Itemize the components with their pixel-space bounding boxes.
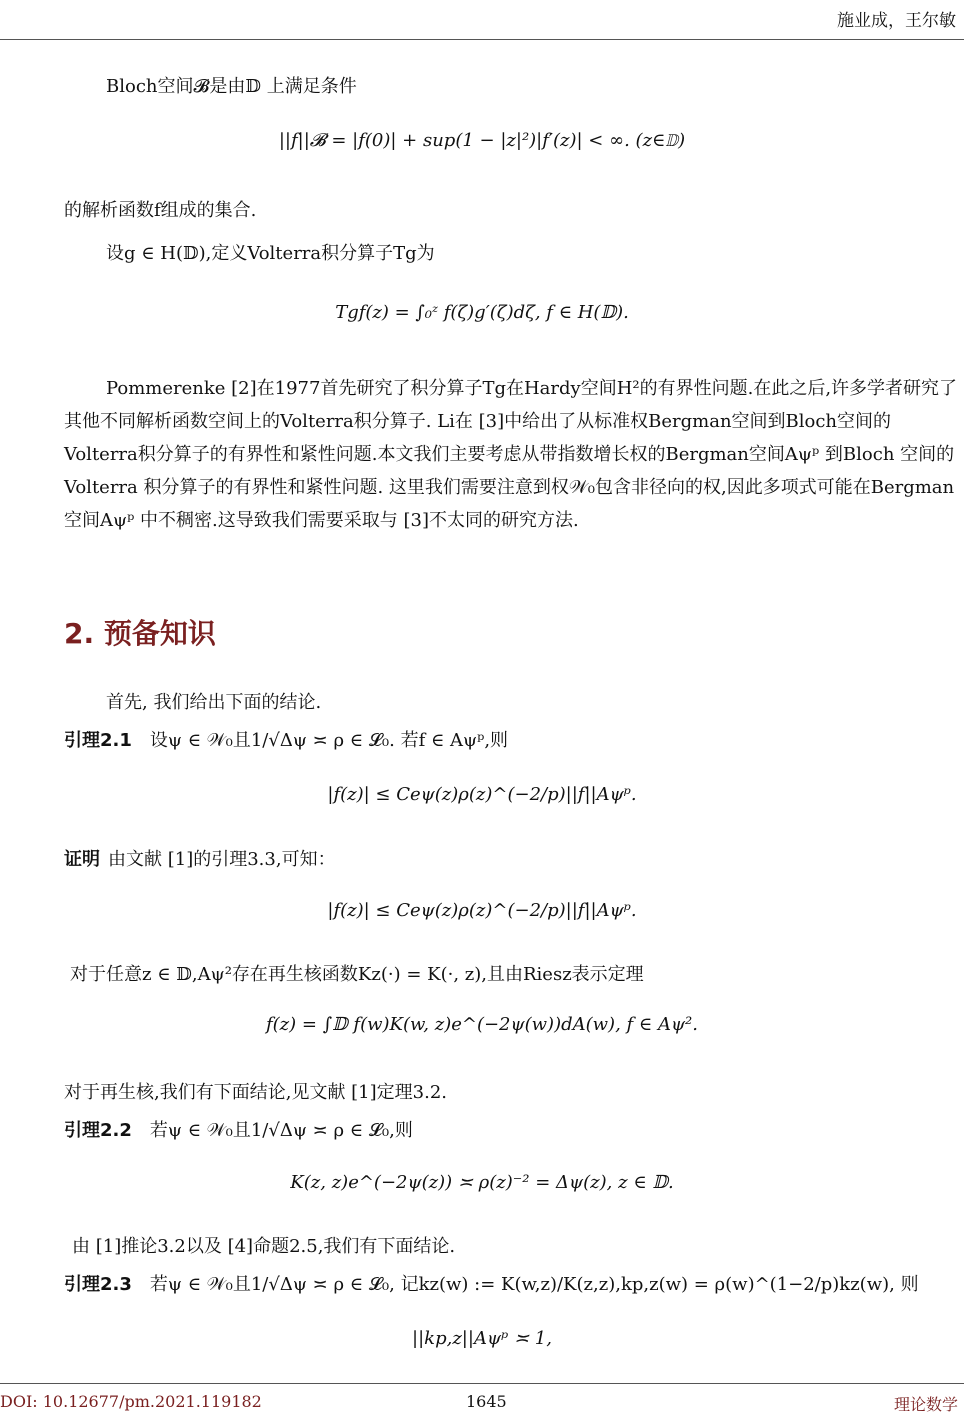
proof-text: 由文献 [1]的引理3.3,可知： — [108, 849, 336, 870]
paragraph-bloch-definition: Bloch空间𝓑是由𝔻 上满足条件 — [106, 76, 357, 97]
paragraph-reproducing-kernel: 对于任意z ∈ 𝔻,Aψ²存在再生核函数Kz(·) = K(·, z),且由Riesz表示定理 — [70, 964, 644, 985]
equation-bloch-norm: ||f||𝓑 = |f(0)| + sup(1 − |z|²)|f′(z)| < ∞. (z∈𝔻) — [278, 130, 686, 151]
section-title: 2. 预备知识 — [64, 617, 216, 650]
paragraph-kernel-result: 对于再生核,我们有下面结论,见文献 [1]定理3.2. — [64, 1082, 448, 1103]
footer-journal[interactable]: 理论数学 — [893, 1395, 958, 1414]
equation-volterra-operator: Tgf(z) = ∫₀ᶻ f(ζ)g′(ζ)dζ, f ∈ H(𝔻). — [335, 302, 629, 323]
lemma-text: 若ψ ∈ 𝒲₀且1/√Δψ ≍ ρ ∈ 𝓛₀,则 — [149, 1120, 413, 1141]
lemma-label: 引理2.1 — [64, 730, 132, 751]
proof-label: 证明 — [64, 849, 100, 870]
running-header-author: 施业成，王尔敏 — [837, 11, 956, 31]
lemma-2-3 — [64, 1268, 964, 1301]
proof-block — [64, 843, 964, 876]
lemma-2-2 — [64, 1114, 964, 1147]
footer-page-number: 1645 — [466, 1392, 507, 1411]
paragraph-introduction-history: Pommerenke [2]在1977首先研究了积分算子Tg在Hardy空间H²的有界性问题.在此之后,许多学者研究了其他不同解析函数空间上的Volterra积分算子. Li在 [3]中给出了从标准权Bergman空间到Bloch空间的Volterra积分算子的有界性和紧性问题.本文我们主要考虑从带指数增长权的Bergman空间Aψᵖ 到Bloch 空间的Volterra 积分算子的有界性和紧性问题. 这里我们需要注意到权𝒲₀包含非径向的权,因此多项式可能在Bergman 空间Aψᵖ 中不稠密.这导致我们需要采取与 [3]不太同的研究方法. — [64, 378, 958, 531]
footer-doi[interactable]: DOI: 10.12677/pm.2021.119182 — [0, 1392, 262, 1411]
equation-pointwise-estimate-repeat: |f(z)| ≤ Ceψ(z)ρ(z)^(−2/p)||f||Aψᵖ. — [327, 900, 637, 921]
paragraph-volterra-definition: 设g ∈ H(𝔻),定义Volterra积分算子Tg为 — [106, 243, 435, 264]
equation-pointwise-estimate: |f(z)| ≤ Ceψ(z)ρ(z)^(−2/p)||f||Aψᵖ. — [327, 784, 637, 805]
lemma-text: 若ψ ∈ 𝒲₀且1/√Δψ ≍ ρ ∈ 𝓛₀, 记kz(w) := K(w,z)/K(z,z),kp,z(w) = ρ(w)^(1−2/p)kz(w), 则 — [149, 1274, 919, 1295]
equation-normalized-kernel: ||kp,z||Aψᵖ ≍ 1, — [412, 1328, 552, 1349]
equation-riesz-representation: f(z) = ∫𝔻 f(w)K(w, z)e^(−2ψ(w))dA(w), f ∈ Aψ². — [265, 1014, 698, 1035]
paragraph-first-result: 首先, 我们给出下面的结论. — [106, 692, 322, 713]
equation-kernel-estimate: K(z, z)e^(−2ψ(z)) ≍ ρ(z)⁻² = Δψ(z), z ∈ 𝔻. — [290, 1172, 674, 1193]
lemma-label: 引理2.3 — [64, 1274, 132, 1295]
lemma-label: 引理2.2 — [64, 1120, 132, 1141]
paragraph-analytic-functions: 的解析函数f组成的集合. — [64, 200, 257, 221]
paragraph-corollary-reference: 由 [1]推论3.2以及 [4]命题2.5,我们有下面结论. — [72, 1236, 456, 1257]
lemma-text: 设ψ ∈ 𝒲₀且1/√Δψ ≍ ρ ∈ 𝓛₀. 若f ∈ Aψᵖ,则 — [149, 730, 509, 751]
header-rule — [0, 39, 964, 40]
lemma-2-1 — [64, 724, 964, 757]
footer-rule — [0, 1383, 964, 1384]
